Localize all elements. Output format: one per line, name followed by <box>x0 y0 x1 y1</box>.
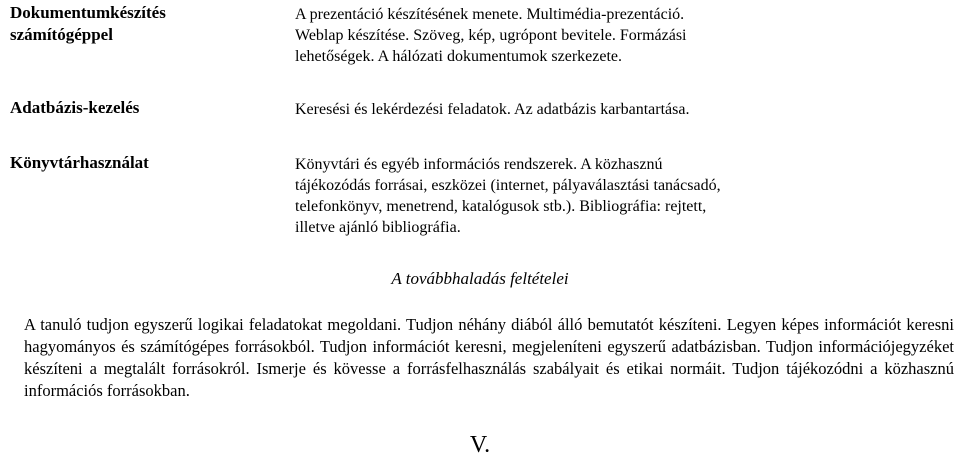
topic-description <box>295 99 855 120</box>
topic-title-line: Dokumentumkészítés <box>10 3 166 22</box>
topic-title-line: számítógéppel <box>10 25 113 44</box>
topic-title <box>10 152 210 174</box>
topic-description-line: A prezentáció készítésének menete. Multimédia-prezentáció. <box>295 6 685 23</box>
topic-description-line: lehetőségek. A hálózati dokumentumok szerkezete. <box>295 48 622 65</box>
topic-title <box>10 97 210 119</box>
topic-row-adatbazis-kezeles <box>0 95 960 145</box>
topic-description-line: telefonkönyv, menetrend, katalógusok stb.). Bibliográfia: rejtett, <box>295 198 707 215</box>
topic-description-line: tájékozódás forrásai, eszközei (internet, pályaválasztási tanácsadó, <box>295 177 721 194</box>
topic-title-line: Adatbázis-kezelés <box>10 98 140 117</box>
topic-description-line: illetve ajánló bibliográfia. <box>295 219 461 236</box>
page-mark: V. <box>469 432 491 458</box>
topic-description-line: Weblap készítése. Szöveg, kép, ugrópont bevitele. Formázási <box>295 27 687 44</box>
conditions-text: A tanuló tudjon egyszerű logikai feladatokat megoldani. Tudjon néhány diából álló bemutatót készíteni. Legyen képes információt keresni hagyományos és számítógépes forrásokból. Tudjon információt keresni, megjeleníteni egyszerű adatbázisban. Tudjon információjegyzéket készíteni a megtalált forrásokról. Ismerje és kövesse a forrásfelhasználás szabályait és etikai normáit. Tudjon tájékozódni a közhasznú információs forrásokban. <box>24 315 954 400</box>
topic-description <box>295 4 855 67</box>
topic-description-line: Könyvtári és egyéb információs rendszerek. A közhasznú <box>295 156 663 173</box>
topic-title-line: Könyvtárhasználat <box>10 153 149 172</box>
topic-row-konyvtarhasznalat <box>0 145 960 275</box>
topic-description-line: Keresési és lekérdezési feladatok. Az adatbázis karbantartása. <box>295 101 690 118</box>
topic-row-dokumentumkeszites <box>0 0 960 95</box>
topic-title <box>10 2 210 46</box>
topic-description <box>295 154 855 238</box>
section-heading: A továbbhaladás feltételei <box>391 269 569 288</box>
conditions-paragraph <box>4 314 954 402</box>
